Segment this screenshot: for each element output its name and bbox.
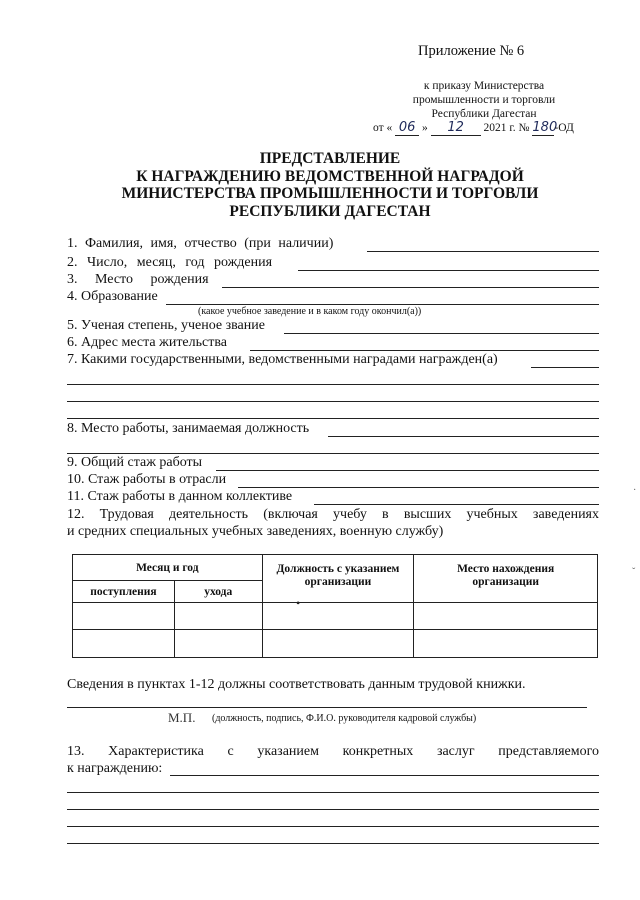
table-cell[interactable] (414, 603, 598, 630)
dot-mark-icon: • (296, 596, 301, 610)
title-line-3: МИНИСТЕРСТВА ПРОМЫШЛЕННОСТИ И ТОРГОВЛИ (121, 185, 539, 202)
scan-mark-icon: · (633, 485, 637, 496)
appendix-label: Приложение № 6 (418, 43, 525, 59)
records-note: Сведения в пунктах 1-12 должны соответствовать данным трудовой книжки. (67, 677, 526, 692)
field-13-text (67, 743, 599, 777)
field-13-line-2-rule[interactable] (67, 792, 599, 793)
field-1-line[interactable] (367, 251, 599, 252)
signature-hint: (должность, подпись, Ф.И.О. руководителя кадровой службы) (212, 713, 477, 724)
field-10-line[interactable] (238, 487, 599, 488)
order-suffix: -ОД (554, 122, 574, 134)
field-13-line[interactable] (170, 775, 599, 776)
field-10-label: 10. Стаж работы в отрасли (67, 472, 227, 487)
field-7-line-4[interactable] (67, 418, 599, 419)
scan-mark-icon: ˇ (632, 567, 636, 578)
header-admission: поступления (73, 581, 175, 603)
header-position: Должность с указанием организации (262, 555, 414, 603)
table-cell[interactable] (174, 603, 262, 630)
order-reference (380, 79, 588, 121)
table-cell[interactable] (73, 603, 175, 630)
table-cell[interactable] (262, 603, 414, 630)
field-13-line-5[interactable] (67, 843, 599, 844)
field-2-line[interactable] (298, 270, 599, 271)
order-date (373, 120, 574, 136)
order-line-2: промышленности и торговли (412, 94, 556, 106)
field-7-label: 7. Какими государственными, ведомственными наградами награжден(а) (67, 352, 498, 367)
field-9-line[interactable] (216, 470, 599, 471)
header-location: Место нахождения организации (414, 555, 598, 603)
date-prefix: от « (373, 122, 393, 134)
field-7-line[interactable] (531, 367, 599, 368)
work-history-table (72, 554, 598, 658)
field-3-label: 3. Место рождения (67, 272, 209, 287)
field-1-label: 1. Фамилия, имя, отчество (при наличии) (67, 236, 334, 251)
title-line-2: К НАГРАЖДЕНИЮ ВЕДОМСТВЕННОЙ НАГРАДОЙ (136, 167, 524, 185)
field-13-line-3[interactable] (67, 809, 599, 810)
date-day: 06 (395, 120, 419, 136)
field-4-line[interactable] (166, 304, 599, 305)
field-12-line-1: 12. Трудовая деятельность (включая учебу в высших учебных заведениях (67, 507, 599, 522)
field-9-label: 9. Общий стаж работы (67, 455, 203, 470)
field-4-label: 4. Образование (67, 289, 158, 304)
signature-line[interactable] (67, 707, 587, 708)
field-13-line-4[interactable] (67, 826, 599, 827)
document-title (60, 150, 600, 220)
date-year: 2021 г. № (483, 122, 530, 134)
field-6-line[interactable] (250, 350, 599, 351)
stamp-label: М.П. (168, 710, 196, 725)
header-leaving: ухода (174, 581, 262, 603)
table-row (73, 630, 598, 658)
field-6-label: 6. Адрес места жительства (67, 335, 227, 350)
title-line-1: ПРЕДСТАВЛЕНИЕ (259, 150, 401, 167)
field-7-line-2[interactable] (67, 384, 599, 385)
title-line-4: РЕСПУБЛИКИ ДАГЕСТАН (229, 202, 431, 220)
field-13-line-2: к награждению: (67, 761, 163, 776)
date-month: 12 (431, 120, 481, 136)
order-line-3: Республики Дагестан (431, 108, 537, 120)
field-5-label: 5. Ученая степень, ученое звание (67, 318, 265, 333)
field-7-line-3[interactable] (67, 401, 599, 402)
field-11-label: 11. Стаж работы в данном коллективе (67, 489, 293, 504)
field-12-text (67, 506, 599, 540)
date-mid: » (422, 122, 428, 134)
field-8-line-2[interactable] (67, 453, 599, 454)
field-8-label: 8. Место работы, занимаемая должность (67, 421, 310, 436)
table-cell[interactable] (73, 630, 175, 658)
field-13-line-1: 13. Характеристика с указанием конкретных заслуг представляемого (67, 744, 599, 759)
table-cell[interactable] (414, 630, 598, 658)
table-cell[interactable] (262, 630, 414, 658)
table-row (73, 603, 598, 630)
field-8-line[interactable] (328, 436, 599, 437)
table-cell[interactable] (174, 630, 262, 658)
field-4-hint: (какое учебное заведение и в каком году окончил(а)) (198, 306, 422, 317)
order-line-1: к приказу Министерства (423, 80, 545, 92)
field-5-line[interactable] (284, 333, 599, 334)
field-2-label: 2. Число, месяц, год рождения (67, 255, 273, 270)
field-11-line[interactable] (314, 504, 599, 505)
field-3-line[interactable] (222, 287, 599, 288)
header-month-year: Месяц и год (73, 555, 263, 581)
field-12-line-2: и средних специальных учебных заведениях, военную службу) (67, 524, 444, 539)
order-number: 180 (532, 120, 558, 135)
